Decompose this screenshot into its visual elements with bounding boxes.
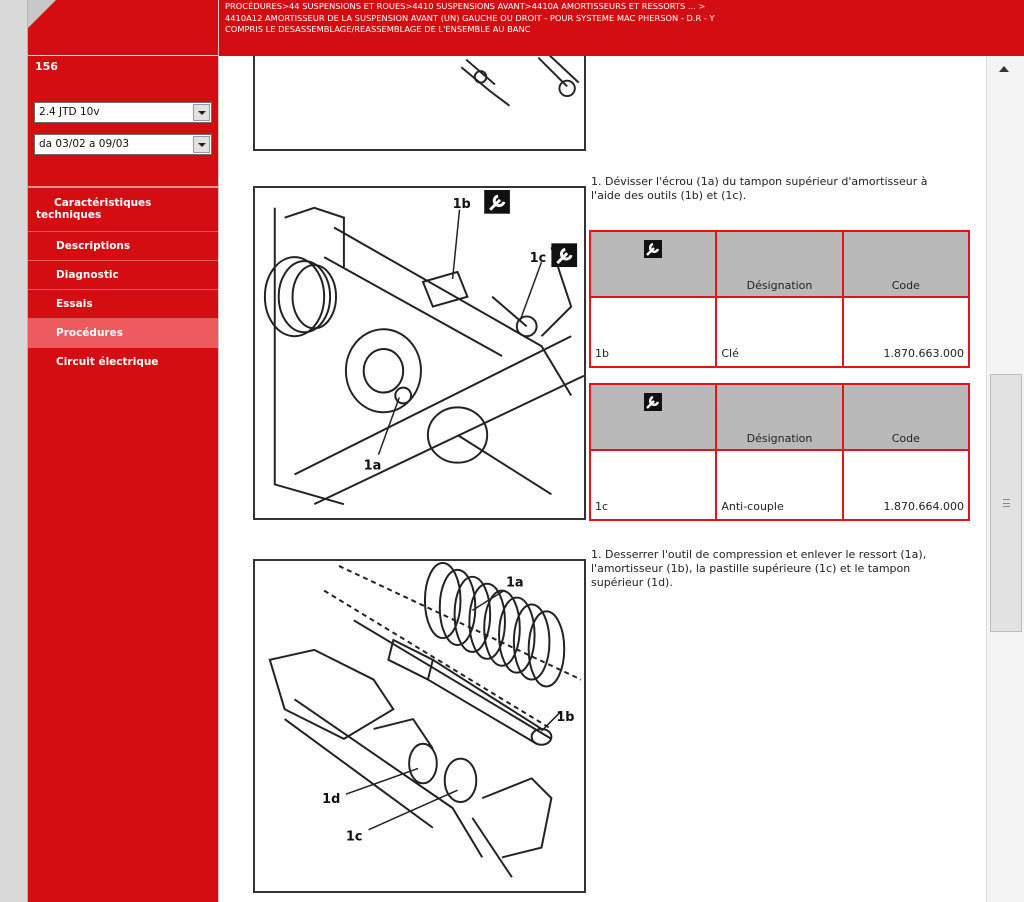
label-1c: 1c [345, 829, 363, 845]
previous-step-drawing [255, 56, 584, 149]
scroll-thumb[interactable] [990, 374, 1022, 632]
breadcrumb-line-2[interactable]: 4410A12 AMORTISSEUR DE LA SUSPENSION AVANT (UN) GAUCHE OU DROIT - POUR SYSTEME MAC PHERSON - D.R - Y [225, 12, 715, 23]
sidebar-item-procedures[interactable]: Procédures [28, 319, 218, 348]
wrench-icon [644, 240, 662, 258]
wrench-icon [484, 190, 510, 214]
sidebar-item-descriptions[interactable]: Descriptions [28, 232, 218, 261]
tool-table-1c [589, 383, 970, 521]
date-select[interactable] [34, 134, 212, 155]
sidebar-item-caracteristiques[interactable]: Caractéristiques techniques [28, 193, 218, 232]
sidebar [28, 56, 218, 902]
tool-code: 1.870.664.000 [844, 451, 968, 519]
breadcrumb [219, 0, 1024, 56]
tool-header-code: Code [844, 232, 968, 296]
tool-table-1b [589, 230, 970, 368]
content-pane [219, 56, 986, 902]
vertical-scrollbar[interactable] [986, 56, 1024, 902]
date-select-value: da 03/02 a 09/03 [39, 138, 130, 150]
engine-select[interactable] [34, 102, 212, 123]
engine-select-value: 2.4 JTD 10v [39, 106, 100, 118]
tool-ref: 1b [591, 298, 715, 366]
breadcrumb-line-3[interactable]: COMPRIS LE DESASSEMBLAGE/REASSEMBLAGE DE L'ENSEMBLE AU BANC [225, 24, 531, 34]
sidebar-item-essais[interactable]: Essais [28, 290, 218, 319]
sidebar-item-circuit-electrique[interactable]: Circuit électrique [56, 356, 159, 368]
tool-header-designation: Désignation [717, 232, 841, 296]
wrench-icon [551, 243, 577, 267]
previous-step-figure [253, 56, 586, 151]
model-code: 156 [35, 60, 58, 73]
label-1b: 1b [452, 196, 471, 212]
chevron-down-icon[interactable] [193, 136, 210, 153]
tool-code: 1.870.663.000 [844, 298, 968, 366]
tool-header-code: Code [844, 385, 968, 449]
sidebar-nav [28, 193, 218, 377]
window-left-strip [0, 0, 28, 902]
label-1d: 1d [322, 792, 341, 808]
step1-instruction: 1. Dévisser l'écrou (1a) du tampon supérieur d'amortisseur à l'aide des outils (1b) et (1c). [591, 175, 928, 202]
tool-ref: 1c [591, 451, 715, 519]
sidebar-item-diagnostic[interactable]: Diagnostic [28, 261, 218, 290]
tool-header-icon-cell [591, 385, 715, 449]
tool-designation: Anti-couple [717, 451, 841, 519]
step2-drawing [255, 561, 584, 891]
step2-instruction: 1. Desserrer l'outil de compression et enlever le ressort (1a), l'amortisseur (1b), la pastille supérieure (1c) et le tampon supérieur (1d). [591, 548, 927, 589]
label-1a: 1a [505, 575, 524, 591]
step2-figure [253, 559, 586, 893]
label-1b: 1b [556, 710, 575, 726]
wrench-icon [644, 393, 662, 411]
tool-header-icon-cell [591, 232, 715, 296]
label-1c: 1c [529, 251, 547, 267]
header-logo-area [28, 0, 218, 56]
breadcrumb-line-1[interactable]: PROCÉDURES>44 SUSPENSIONS ET ROUES>4410 SUSPENSIONS AVANT>4410A AMORTISSEURS ET RESSORTS ... > [225, 1, 706, 11]
tool-header-designation: Désignation [717, 385, 841, 449]
grip-icon [1003, 499, 1010, 507]
tool-designation: Clé [717, 298, 841, 366]
label-1a: 1a [363, 458, 382, 474]
step1-figure [253, 186, 586, 520]
scroll-up-icon[interactable] [999, 66, 1009, 72]
chevron-down-icon[interactable] [193, 104, 210, 121]
step1-drawing [255, 188, 584, 518]
sidebar-divider [28, 186, 218, 188]
